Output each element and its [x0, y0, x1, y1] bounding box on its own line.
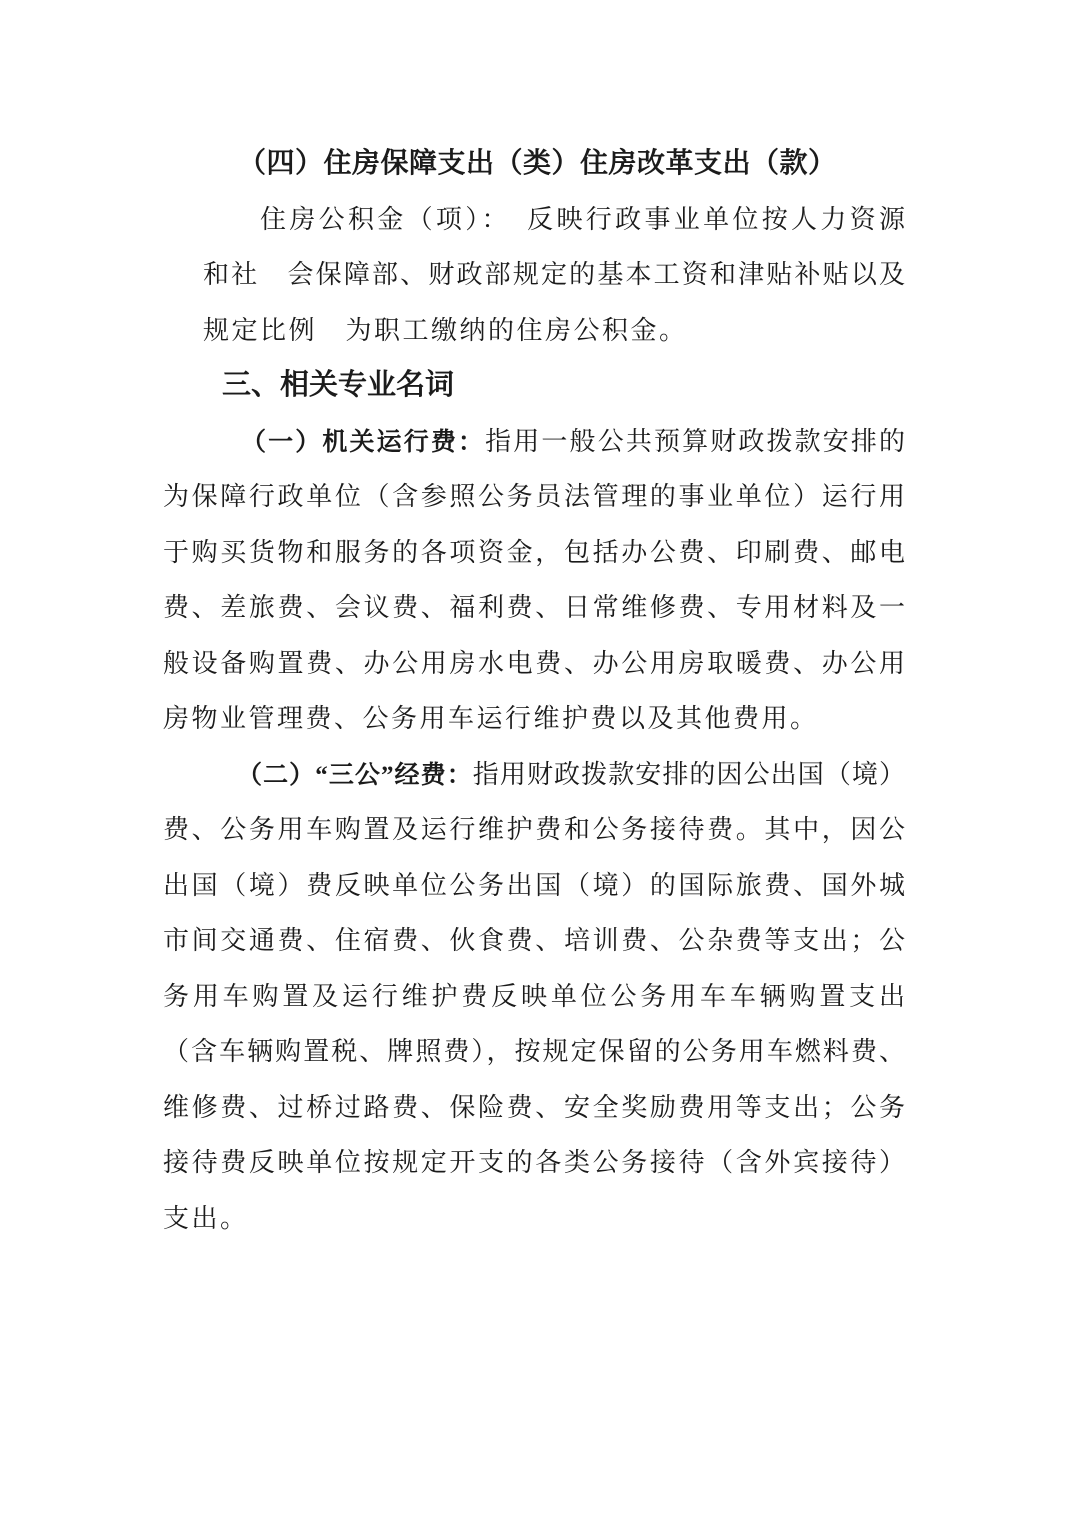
para-agency-operating-line-5: [163, 636, 905, 692]
para-housing-fund-line-3: [163, 303, 905, 359]
text-run: 三、相关专业名词: [222, 369, 455, 401]
text-run: 指用财政拨款安排的因公出国（境）: [472, 759, 905, 789]
para-agency-operating-line-1: [163, 414, 905, 470]
para-agency-operating-line-3: [163, 525, 905, 581]
bold-term-label: （一）机关运行费：: [241, 428, 486, 456]
para-three-public-line-4: [163, 913, 905, 969]
text-run: 为保障行政单位（含参照公务员法管理的事业单位）运行用: [163, 482, 905, 511]
text-run: 市间交通费、住宿费、伙食费、培训费、公杂费等支出；公: [163, 926, 905, 955]
text-run: 维修费、过桥过路费、保险费、安全奖励费用等支出；公务: [163, 1092, 905, 1122]
text-run: （四）住房保障支出（类）住房改革支出（款）: [238, 148, 837, 179]
para-agency-operating-line-4: [163, 580, 905, 636]
para-housing-fund-line-2: [163, 247, 905, 303]
para-agency-operating-line-6: [163, 691, 905, 747]
text-run: 于购买货物和服务的各项资金，包括办公费、印刷费、邮电: [163, 537, 905, 567]
text-run: 出国（境）费反映单位公务出国（境）的国际旅费、国外城: [163, 870, 905, 900]
text-run: 住房公积金（项）： 反映行政事业单位按人力资源: [260, 204, 905, 234]
text-run: 费、公务用车购置及运行维护费和公务接待费。其中，因公: [163, 815, 905, 844]
text-run: 般设备购置费、办公用房水电费、办公用房取暖费、办公用: [163, 648, 905, 678]
para-housing-fund-line-1: [163, 192, 905, 248]
para-three-public-line-3: [163, 858, 905, 914]
heading-section-3-terms: [163, 358, 905, 414]
text-run: 费、差旅费、会议费、福利费、日常维修费、专用材料及一: [163, 593, 905, 622]
document-content: [163, 136, 905, 1246]
para-three-public-line-2: [163, 802, 905, 858]
para-three-public-line-6: [163, 1024, 905, 1080]
heading-section-4: [163, 136, 905, 192]
text-run: 接待费反映单位按规定开支的各类公务接待（含外宾接待）: [163, 1148, 905, 1177]
para-agency-operating-line-2: [163, 469, 905, 525]
text-run: 指用一般公共预算财政拨款安排的: [485, 426, 905, 456]
text-run: 规定比例 为职工缴纳的住房公积金。: [203, 315, 688, 345]
para-three-public-line-5: [163, 969, 905, 1025]
text-run: 支出。: [163, 1203, 249, 1233]
text-run: 务用车购置及运行维护费反映单位公务用车车辆购置支出: [163, 981, 905, 1011]
para-three-public-line-8: [163, 1135, 905, 1191]
text-run: （含车辆购置税、牌照费），按规定保留的公务用车燃料费、: [163, 1037, 905, 1066]
para-three-public-line-1: [163, 747, 905, 803]
para-three-public-line-7: [163, 1080, 905, 1136]
text-run: 和社 会保障部、财政部规定的基本工资和津贴补贴以及: [203, 260, 905, 289]
para-three-public-line-9: [163, 1191, 905, 1247]
text-run: 房物业管理费、公务用车运行维护费以及其他费用。: [163, 704, 819, 733]
bold-term-label: （二）“三公”经费：: [237, 761, 473, 789]
